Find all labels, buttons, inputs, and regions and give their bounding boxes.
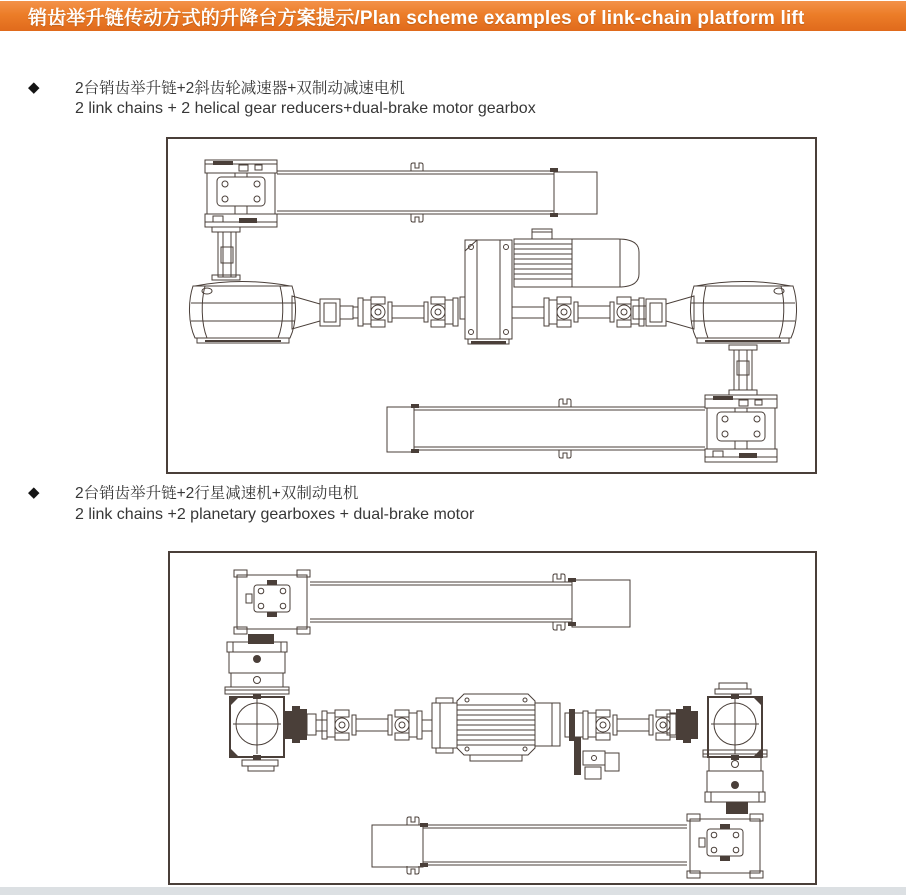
- dual-brake-motor: [432, 694, 560, 761]
- planetary-gearbox-left: [225, 634, 289, 694]
- diagram-1-drawing: [168, 139, 815, 472]
- page-header-bar: [0, 1, 906, 31]
- section2-title-zh: 2台销齿举升链+2行星减速机+双制动电机: [75, 485, 359, 502]
- diagram-2-box: [168, 551, 817, 885]
- chain-lift-unit-top-left: [234, 570, 310, 634]
- cardan-shaft-left: [358, 297, 458, 327]
- chain-lift-unit-top-left: [205, 160, 277, 227]
- section1-title-zh: 2台销齿举升链+2斜齿轮减速器+双制动减速电机: [75, 80, 405, 97]
- bullet-diamond-2: ◆: [28, 484, 40, 501]
- vertical-shaft-left: [212, 227, 240, 280]
- chain-guide-beam-bottom: [387, 399, 705, 458]
- cardan-shaft-right: [565, 709, 683, 741]
- chain-lift-unit-bottom-right: [705, 395, 777, 462]
- helical-gear-reducer-left: [189, 282, 358, 344]
- section1-title-en: 2 link chains + 2 helical gear reducers+dual-brake motor gearbox: [75, 100, 536, 117]
- central-gearbox: [460, 240, 512, 344]
- page-title: 销齿举升链传动方式的升降台方案提示/Plan scheme examples of link-chain platform lift: [28, 7, 805, 29]
- brake-assembly: [574, 737, 619, 779]
- diagram-2-drawing: [170, 553, 815, 883]
- dual-brake-motor: [514, 229, 639, 287]
- chain-lift-unit-bottom-right: [687, 814, 763, 878]
- chain-guide-beam-top: [277, 163, 597, 222]
- page-bottom-edge: [0, 887, 906, 895]
- section2-title-en: 2 link chains +2 planetary gearboxes + dual-brake motor: [75, 506, 475, 523]
- chain-guide-beam-bottom: [372, 817, 687, 874]
- helical-gear-reducer-right: [633, 282, 797, 344]
- bullet-diamond-1: ◆: [28, 79, 40, 96]
- vertical-shaft-right: [729, 345, 757, 395]
- diagram-1-box: [166, 137, 817, 474]
- cardan-shaft-left: [285, 706, 432, 743]
- right-angle-gearbox-right: [708, 683, 762, 760]
- right-angle-gearbox-left: [230, 694, 284, 771]
- cardan-shaft-right: [512, 297, 644, 327]
- chain-guide-beam-top: [310, 574, 630, 630]
